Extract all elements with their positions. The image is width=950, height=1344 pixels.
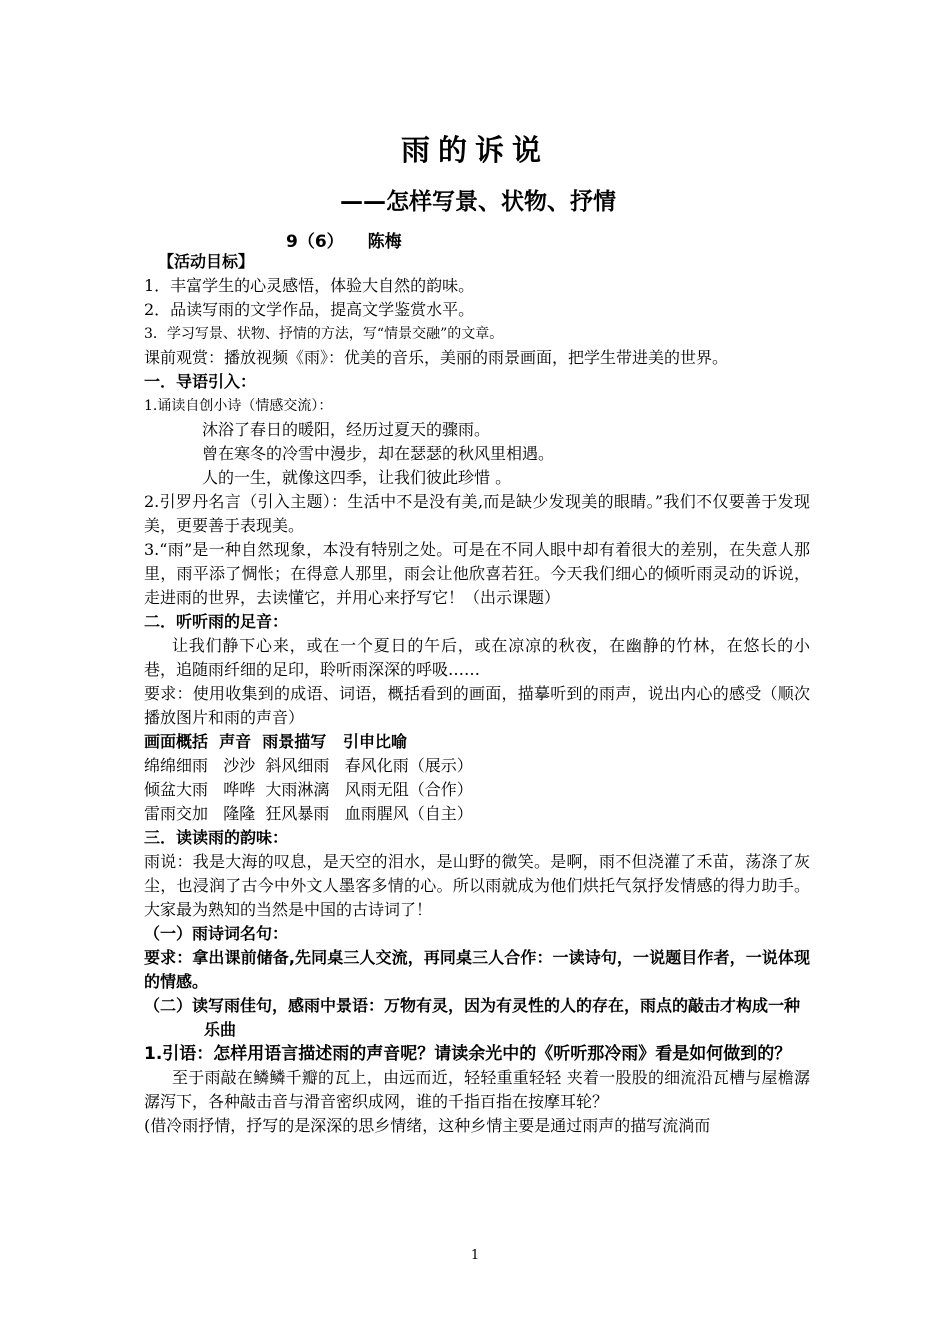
section-heading: 二．听听雨的足音：	[144, 612, 289, 631]
goals-heading: 【活动目标】	[158, 252, 255, 271]
document-subtitle: ——怎样写景、状物、抒情	[340, 189, 616, 215]
poem-line: 曾在寒冬的冷雪中漫步，却在瑟瑟的秋风里相遇。	[202, 444, 555, 463]
document-body	[144, 250, 810, 1138]
subsection-heading: （二）读写雨佳句，感雨中景语：万物有灵，因为有灵性的人的存在，雨点的敲击才构成一种乐曲	[144, 996, 801, 1039]
class-label: 9（6）	[286, 232, 344, 252]
document-title: 雨的诉说	[400, 133, 549, 167]
goal-item: 2．品读写雨的文学作品，提高文学鉴赏水平。	[144, 300, 475, 319]
subsection-heading: （一）雨诗词名句：	[144, 924, 289, 943]
requirement-text: 要求：拿出课前储备,先同桌三人交流，再同桌三人合作：一读诗句，一说题目作者，一说体现的情感。	[144, 948, 810, 991]
paragraph: 让我们静下心来，或在一个夏日的午后，或在凉凉的秋夜，在幽静的竹林，在悠长的小巷，追随雨纤细的足印，聆听雨深深的呼吸……	[144, 636, 810, 679]
poem-line: 人的一生，就像这四季，让我们彼此珍惜 。	[202, 468, 512, 487]
section-heading: 一．导语引入：	[144, 372, 257, 391]
author-name: 陈梅	[367, 232, 402, 252]
intro-item: 2.引罗丹名言（引入主题）：生活中不是没有美,而是缺少发现美的眼睛。”我们不仅要善于发现美，更要善于表现美。	[144, 492, 810, 535]
intro-item: 1.诵读自创小诗（情感交流）：	[144, 398, 333, 414]
table-header: 画面概括 声音 雨景描写 引申比喻	[144, 732, 407, 751]
poem-line: 沐浴了春日的暖阳，经历过夏天的骤雨。	[202, 420, 491, 439]
requirement-text: 要求：使用收集到的成语、词语，概括看到的画面，描摹听到的雨声，说出内心的感受（顺次播放图片和雨的声音）	[144, 684, 810, 727]
guide-text: 1.引语：怎样用语言描述雨的声音呢？请读余光中的《听听那冷雨》看是如何做到的？	[144, 1044, 792, 1064]
goal-item: 1．丰富学生的心灵感悟，体验大自然的韵味。	[144, 276, 475, 295]
preview-line: 课前观赏：播放视频《雨》：优美的音乐，美丽的雨景画面，把学生带进美的世界。	[144, 348, 729, 367]
intro-item: 3.“雨”是一种自然现象，本没有特别之处。可是在不同人眼中却有着很大的差别，在失意人那里，雨平添了惆怅；在得意人那里，雨会让他欣喜若狂。今天我们细心的倾听雨灵动的诉说，走进雨的世界，去读懂它，并用心来抒写它！（出示课题）	[144, 540, 810, 607]
quote-paragraph: 至于雨敲在鳞鳞千瓣的瓦上，由远而近，轻轻重重轻轻 夹着一股股的细流沿瓦槽与屋檐潺潺泻下，各种敲击音与滑音密织成网，谁的千指百指在按摩耳轮？	[144, 1068, 810, 1111]
paragraph: 雨说：我是大海的叹息，是天空的泪水，是山野的微笑。是啊，雨不但浇灌了禾苗，荡涤了灰尘，也浸润了古今中外文人墨客多情的心。所以雨就成为他们烘托气氛抒发情感的得力助手。大家最为熟知的当然是中国的古诗词了！	[144, 852, 810, 919]
author-line	[286, 227, 402, 252]
section-heading: 三．读读雨的韵味：	[144, 828, 289, 847]
analysis-text: (借冷雨抒情，抒写的是深深的思乡情绪，这种乡情主要是通过雨声的描写流淌而	[144, 1116, 711, 1135]
page-number: 1	[470, 1248, 480, 1263]
table-row: 雷雨交加 隆隆 狂风暴雨 血雨腥风（自主）	[144, 804, 473, 823]
goal-item: 3．学习写景、状物、抒情的方法，写“情景交融”的文章。	[144, 326, 504, 342]
table-row: 倾盆大雨 哗哗 大雨淋漓 风雨无阻（合作）	[144, 780, 473, 799]
table-row: 绵绵细雨 沙沙 斜风细雨 春风化雨（展示）	[144, 756, 473, 775]
